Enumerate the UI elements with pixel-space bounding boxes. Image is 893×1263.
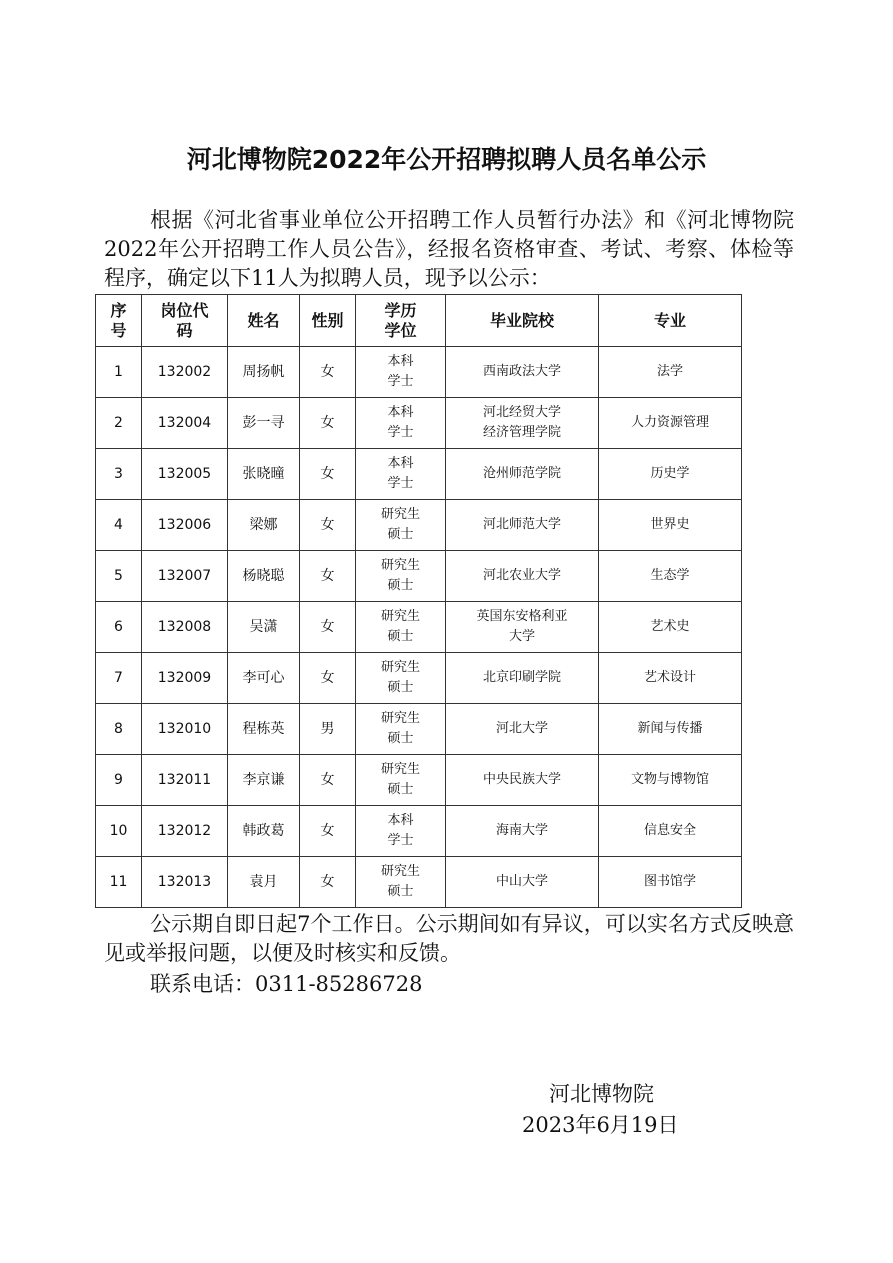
cell-major: 图书馆学 — [599, 857, 742, 908]
table-row — [96, 857, 742, 908]
cell-degree: 研究生 硕士 — [356, 602, 446, 653]
cell-school: 河北农业大学 — [446, 551, 599, 602]
intro-paragraph: 根据《河北省事业单位公开招聘工作人员暂行办法》和《河北博物院2022年公开招聘工作人员公告》，经报名资格审查、考试、考察、体检等程序，确定以下11人为拟聘人员，现予以公示： — [104, 208, 794, 290]
header-code: 岗位代 码 — [142, 295, 228, 347]
cell-code: 132009 — [142, 653, 228, 704]
cell-major: 艺术设计 — [599, 653, 742, 704]
cell-major: 艺术史 — [599, 602, 742, 653]
cell-major: 信息安全 — [599, 806, 742, 857]
cell-degree: 本科 学士 — [356, 449, 446, 500]
cell-name: 袁月 — [228, 857, 300, 908]
cell-name: 彭一寻 — [228, 398, 300, 449]
cell-degree: 本科 学士 — [356, 398, 446, 449]
cell-code: 132013 — [142, 857, 228, 908]
table-row — [96, 398, 742, 449]
cell-school: 中央民族大学 — [446, 755, 599, 806]
table-row — [96, 602, 742, 653]
cell-school: 中山大学 — [446, 857, 599, 908]
cell-no: 10 — [96, 806, 142, 857]
table-row — [96, 653, 742, 704]
table-row — [96, 704, 742, 755]
cell-degree: 研究生 硕士 — [356, 704, 446, 755]
cell-name: 程栋英 — [228, 704, 300, 755]
cell-gender: 女 — [300, 347, 356, 398]
cell-gender: 女 — [300, 398, 356, 449]
table-row — [96, 500, 742, 551]
cell-code: 132006 — [142, 500, 228, 551]
cell-gender: 女 — [300, 857, 356, 908]
cell-name: 李可心 — [228, 653, 300, 704]
cell-school: 英国东安格利亚 大学 — [446, 602, 599, 653]
cell-no: 7 — [96, 653, 142, 704]
cell-school: 西南政法大学 — [446, 347, 599, 398]
signature-date: 2023年6月19日 — [522, 1113, 679, 1137]
cell-school: 沧州师范学院 — [446, 449, 599, 500]
cell-gender: 女 — [300, 449, 356, 500]
cell-no: 11 — [96, 857, 142, 908]
cell-code: 132002 — [142, 347, 228, 398]
page-title: 河北博物院2022年公开招聘拟聘人员名单公示 — [186, 145, 707, 174]
cell-no: 6 — [96, 602, 142, 653]
cell-no: 1 — [96, 347, 142, 398]
table-row — [96, 347, 742, 398]
cell-major: 文物与博物馆 — [599, 755, 742, 806]
cell-major: 新闻与传播 — [599, 704, 742, 755]
cell-code: 132011 — [142, 755, 228, 806]
cell-no: 8 — [96, 704, 142, 755]
cell-name: 梁娜 — [228, 500, 300, 551]
cell-school: 河北经贸大学 经济管理学院 — [446, 398, 599, 449]
cell-no: 3 — [96, 449, 142, 500]
header-no: 序 号 — [96, 295, 142, 347]
header-major: 专业 — [599, 295, 742, 347]
cell-degree: 本科 学士 — [356, 806, 446, 857]
table-row — [96, 806, 742, 857]
cell-gender: 女 — [300, 551, 356, 602]
cell-code: 132007 — [142, 551, 228, 602]
cell-name: 杨晓聪 — [228, 551, 300, 602]
cell-no: 5 — [96, 551, 142, 602]
cell-degree: 研究生 硕士 — [356, 551, 446, 602]
cell-gender: 女 — [300, 653, 356, 704]
cell-degree: 研究生 硕士 — [356, 857, 446, 908]
cell-code: 132010 — [142, 704, 228, 755]
contact-phone: 联系电话：0311-85286728 — [150, 972, 423, 996]
cell-degree: 研究生 硕士 — [356, 500, 446, 551]
cell-major: 生态学 — [599, 551, 742, 602]
cell-gender: 女 — [300, 602, 356, 653]
cell-code: 132012 — [142, 806, 228, 857]
cell-gender: 女 — [300, 755, 356, 806]
cell-code: 132005 — [142, 449, 228, 500]
header-gender: 性别 — [300, 295, 356, 347]
cell-no: 2 — [96, 398, 142, 449]
table-row — [96, 551, 742, 602]
cell-no: 9 — [96, 755, 142, 806]
table-row — [96, 449, 742, 500]
candidate-table — [95, 294, 742, 908]
cell-major: 世界史 — [599, 500, 742, 551]
header-school: 毕业院校 — [446, 295, 599, 347]
publicity-period-note: 公示期自即日起7个工作日。公示期间如有异议，可以实名方式反映意见或举报问题，以便及时核实和反馈。 — [104, 912, 794, 965]
cell-name: 周扬帆 — [228, 347, 300, 398]
cell-major: 法学 — [599, 347, 742, 398]
cell-gender: 女 — [300, 500, 356, 551]
cell-school: 河北大学 — [446, 704, 599, 755]
cell-school: 北京印刷学院 — [446, 653, 599, 704]
cell-school: 海南大学 — [446, 806, 599, 857]
cell-name: 李京谦 — [228, 755, 300, 806]
cell-gender: 女 — [300, 806, 356, 857]
cell-no: 4 — [96, 500, 142, 551]
cell-school: 河北师范大学 — [446, 500, 599, 551]
table-row — [96, 755, 742, 806]
cell-major: 历史学 — [599, 449, 742, 500]
signature-org: 河北博物院 — [549, 1082, 654, 1106]
header-degree: 学历 学位 — [356, 295, 446, 347]
cell-code: 132008 — [142, 602, 228, 653]
cell-name: 吴潇 — [228, 602, 300, 653]
cell-gender: 男 — [300, 704, 356, 755]
cell-name: 张晓曈 — [228, 449, 300, 500]
cell-degree: 研究生 硕士 — [356, 653, 446, 704]
cell-major: 人力资源管理 — [599, 398, 742, 449]
cell-name: 韩政葛 — [228, 806, 300, 857]
cell-degree: 本科 学士 — [356, 347, 446, 398]
table-header-row — [96, 295, 742, 347]
header-name: 姓名 — [228, 295, 300, 347]
cell-degree: 研究生 硕士 — [356, 755, 446, 806]
cell-code: 132004 — [142, 398, 228, 449]
